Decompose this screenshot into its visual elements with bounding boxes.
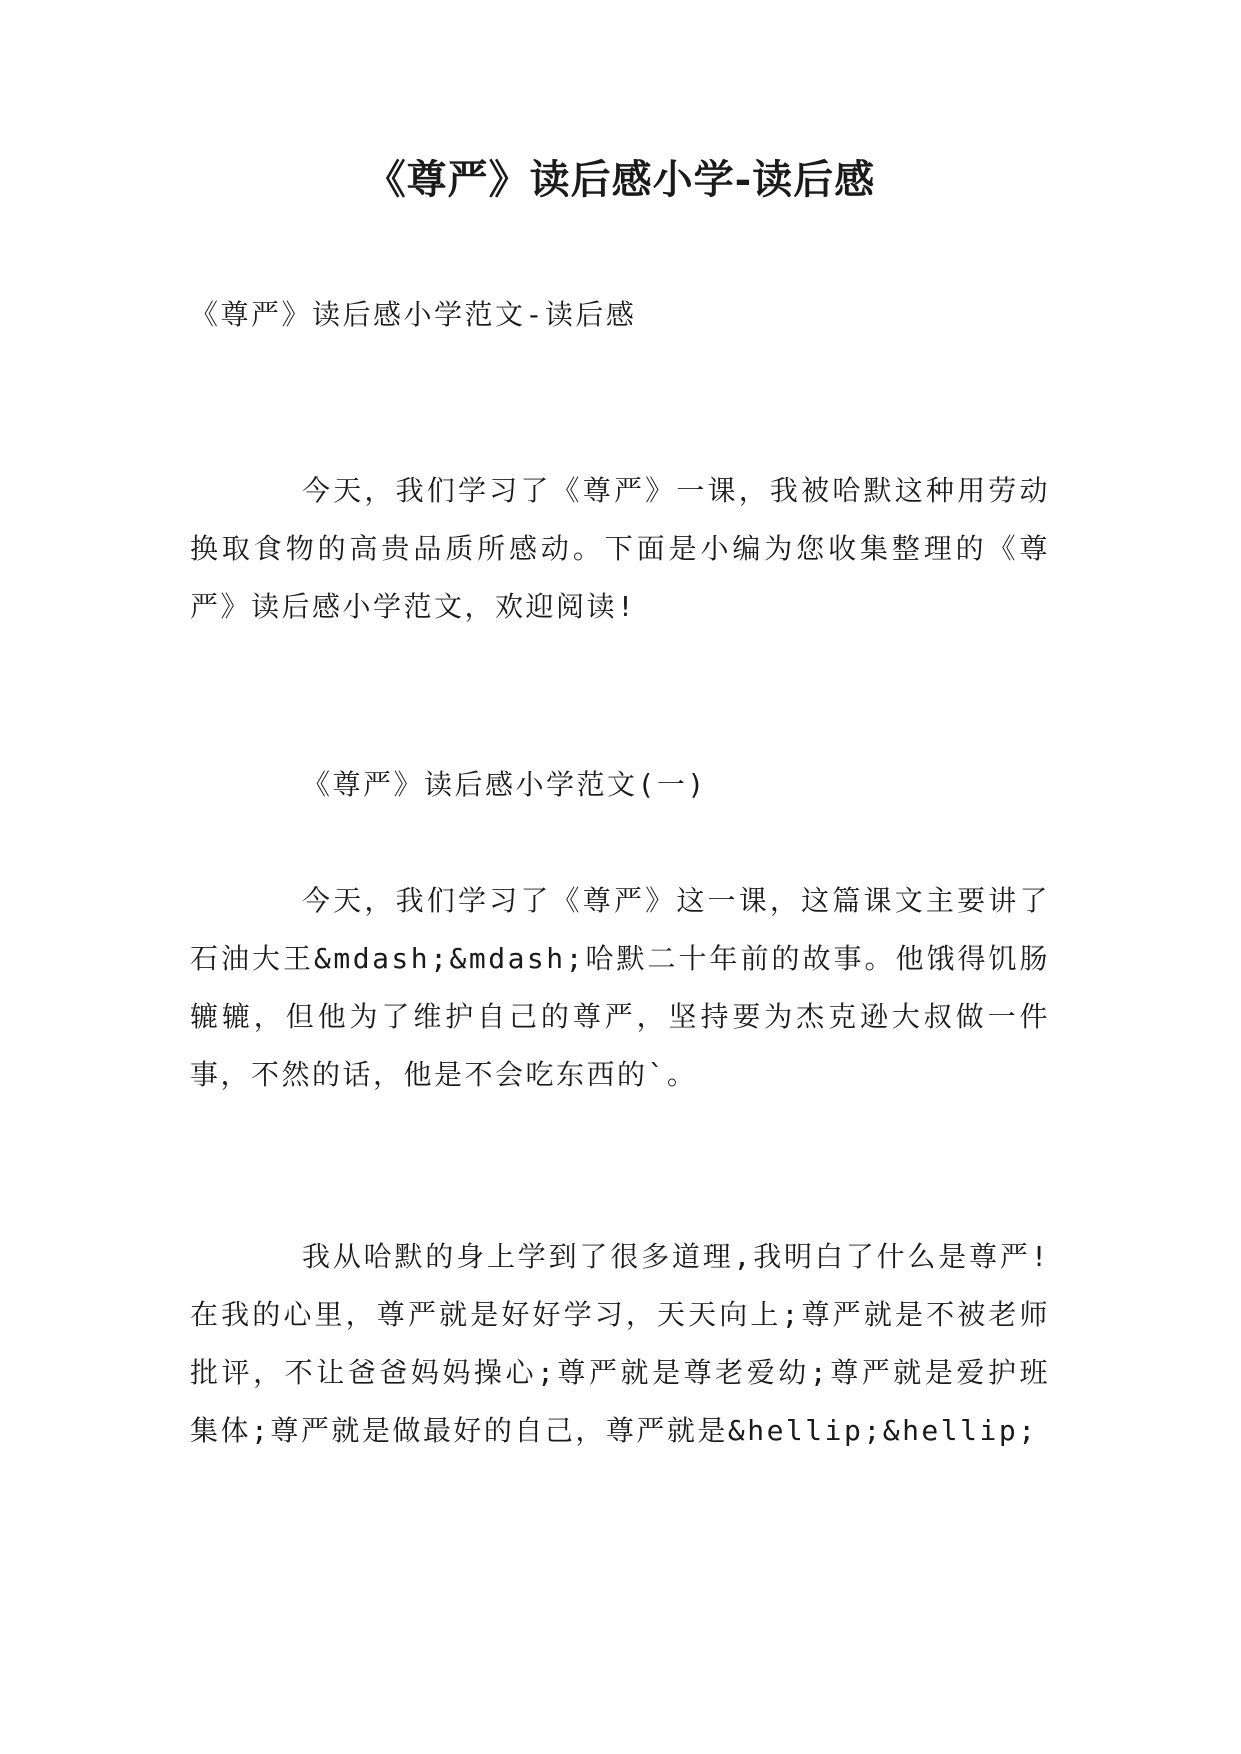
intro-paragraph: 今天，我们学习了《尊严》一课，我被哈默这种用劳动换取食物的高贵品质所感动。下面是小编为您收集整理的《尊严》读后感小学范文，欢迎阅读! [190, 474, 1050, 623]
section-heading: 《尊严》读后感小学范文(一) [302, 768, 707, 801]
document-title: 《尊严》读后感小学-读后感 [365, 156, 876, 203]
document-subtitle: 《尊严》读后感小学范文-读后感 [190, 298, 637, 331]
body-paragraph: 今天，我们学习了《尊严》这一课，这篇课文主要讲了石油大王&mdash;&mdash;哈默二十年前的故事。他饿得饥肠辘辘，但他为了维护自己的尊严，坚持要为杰克逊大叔做一件事，不然的话，他是不会吃东西的`。 [190, 884, 1050, 1091]
body-paragraph: 我从哈默的身上学到了很多道理,我明白了什么是尊严!在我的心里，尊严就是好好学习，天天向上;尊严就是不被老师批评，不让爸爸妈妈操心;尊严就是尊老爱幼;尊严就是爱护班集体;尊严就是做最好的自己，尊严就是&hellip;&hellip; [190, 1240, 1050, 1447]
